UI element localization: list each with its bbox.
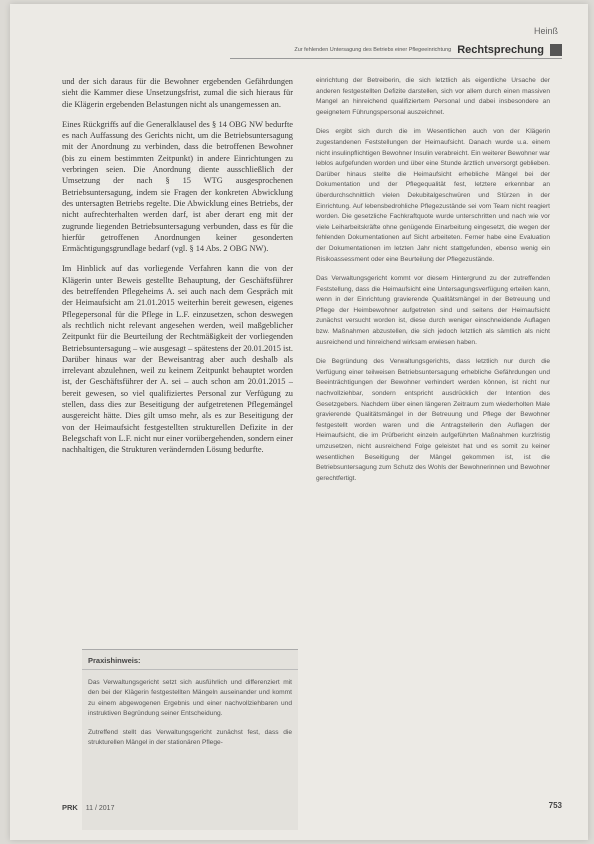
- right-column: [316, 76, 550, 493]
- left-paragraph-2: Eines Rückgriffs auf die Generalklausel des § 14 OBG NW bedurfte es nach Auffassung des Gerichts nicht, um die Betriebsuntersagung mit der Anordnung zu verbinden, dass die betroffenen Bewohner (bis zu einem bestimmten Zeitpunkt) in andere Einrichtungen zu verbringen seien. Die Anordnung diente ausschließlich der Umsetzung der nach § 15 WTG ausgesprochenen Betriebsuntersagung, indem sie Fragen der konkreten Abwicklung des untersagten Betriebs regelte. Die Abwicklung eines Betriebs, der nicht aufrechterhalten werden darf, ist aber derart eng mit der zugrunde liegenden Betriebsuntersagung verbunden, dass es für die hierfür getroffenen Anordnungen keiner gesonderten Ermächtigungsgrundlage bedarf (vgl. § 14 Abs. 2 OBG NW).: [62, 119, 293, 254]
- left-column: [62, 76, 293, 465]
- practice-note-paragraph-1: Das Verwaltungsgericht setzt sich ausführlich und differenziert mit den bei der Klägerin festgestellten Mängeln auseinander und kommt zu einem abgewogenen Ergebnis und einer nachvollziehbaren und instruktiven Begründung seiner Entscheidung.: [88, 679, 292, 718]
- right-paragraph-4: Die Begründung des Verwaltungsgerichts, dass letztlich nur durch die Verfügung einer teilweisen Betriebsuntersagung erhebliche Gefährdungen und Beeinträchtigungen der Bewohner verhindert werden können, ist nicht nur nachvollziehbar, sondern entspricht ausdrücklich der Intention des Gesetzgebers. Nachdem über einen längeren Zeitraum zum wiederholten Male gravierende Qualitätsmängel in der Betreuung und Pflege der Bewohner festgestellt worden waren und die Antragstellerin den Auflagen der Heimaufsicht, die im Prüfbericht einzeln aufgeführten Maßnahmen kurzfristig umzusetzen, nicht ausreichend Folge geleistet hat und es somit zu keiner wesentlichen Beseitigung der Mängel gekommen ist, ist die Betriebsuntersagung zum Schutz des Wohls der Bewohnerinnen und Bewohner gerechtfertigt.: [316, 358, 550, 482]
- practice-note-paragraph-2: Zutreffend stellt das Verwaltungsgericht zunächst fest, dass die strukturellen Mängel in der stationären Pflege-: [88, 728, 292, 747]
- right-paragraph-2: Dies ergibt sich durch die im Wesentlichen auch von der Klägerin zugestandenen Feststellungen der Heimaufsicht. Danach wurde u.a. einem nicht insulinpflichtigen Bewohner Insulin verabreicht. Ein weiterer Bewohner war leblos aufgefunden worden und über eine Stunde ärztlich unversorgt geblieben. Darüber hinaus stellte die Heimaufsicht erhebliche Mängel bei der Dokumentation und der Pflegequalität fest, letztere erkennbar an überdurchschnittlich vielen Dekubitalgeschwüren und Stürzen in der Einrichtung. Auf lebensbedrohliche Pflegezustände sei vom Team nicht reagiert worden. Die gesetzliche Fachkraftquote wurde unterschritten und nach wie vor viele Leiharbeitskräfte ohne genügende Einarbeitung eingesetzt, die wegen der fehlenden Dokumentationen auf Sicht arbeiteten. Ferner habe eine Evaluation der Dokumentationen im letzten Jahr nicht stattgefunden, ebenso wenig ein Risikoassessment oder eine Beurteilung der Pflegezustände.: [316, 128, 550, 263]
- journal-name: PRK: [62, 803, 78, 812]
- document-page: [10, 4, 588, 840]
- page-footer: [62, 803, 114, 812]
- practice-note-title: Praxishinweis:: [82, 650, 298, 670]
- practice-note-body: [82, 670, 292, 748]
- left-paragraph-3: Im Hinblick auf das vorliegende Verfahren kann die von der Klägerin unter Beweis gestellte Behauptung, der Geschäftsführer des betreffenden Pflegeheims A. sei auch nach dem Gespräch mit der Heimaufsicht am 21.01.2015 weiterhin bereit gewesen, eigenes Pflegepersonal für die Pflege in L.F. einzusetzen, schon deswegen als rechtlich nicht relevant angesehen werden, weil maßgeblicher Zeitpunkt für die Beurteilung der Rechtmäßigkeit der vorliegenden Betriebsuntersagung – wie ausgesagt – spätestens der 20.01.2015 ist. Darüber hinaus war der Beweisantrag aber auch deshalb als irrelevant abzulehnen, weil zu keinem Zeitpunkt behauptet worden ist, der Geschäftsführer der A. sei – auch schon am 20.01.2015 – bereit gewesen, so viel qualifiziertes Personal zur Verfügung zu stellen, dass dies zur Beseitigung der aufgetretenen Pflegemängel ausgereicht hätte. Dies gilt umso mehr, als es zur Beseitigung der von der Heimaufsicht festgestellten strukturellen Defizite in der Belegschaft von L.F. nicht nur einer vorübergehenden, sondern einer nachhaltigen, die Strukturen verändernden Lösung bedurfte.: [62, 264, 293, 455]
- author-name: Heinß: [533, 26, 558, 36]
- page-number: 753: [548, 801, 562, 810]
- right-paragraph-3: Das Verwaltungsgericht kommt vor diesem Hintergrund zu der zutreffenden Feststellung, dass die Heimaufsicht eine Untersagungsverfügung erteilen kann, wenn in der Einrichtung gravierende Qualitätsmängel in der Betreuung und Pflege der Heimbewohner aufgetreten sind und seitens der Heimaufsicht zunächst versucht worden ist, diese durch weniger einschneidende Auflagen bzw. Maßnahmen abzustellen, die sich jedoch letztlich als sämtlich als nicht ausreichend und hinreichend wirksam erwiesen haben.: [316, 275, 550, 346]
- section-marker: [550, 44, 562, 56]
- running-header: [230, 44, 562, 59]
- left-paragraph-1: und der sich daraus für die Bewohner ergebenden Gefährdungen sieht die Kammer diese Unsetzungsfrist, zumal die sich hieraus für die Klägerin ergebenden Belastungen nicht als unangemessen an.: [62, 77, 293, 109]
- journal-issue: 11 / 2017: [85, 805, 115, 812]
- running-header-subtitle: Zur fehlenden Untersagung des Betriebs einer Pflegeeinrichtung: [294, 47, 452, 53]
- right-paragraph-1: einrichtung der Betreiberin, die sich letztlich als eigentliche Ursache der anderen festgestellten Defizite darstellen, sich vor allem durch einen massiven Mangel an hinreichend qualifiziertem Personal und dabei insbesondere an geeignetem Führungspersonal auszeichnet.: [316, 77, 550, 116]
- section-title: Rechtsprechung: [457, 44, 544, 56]
